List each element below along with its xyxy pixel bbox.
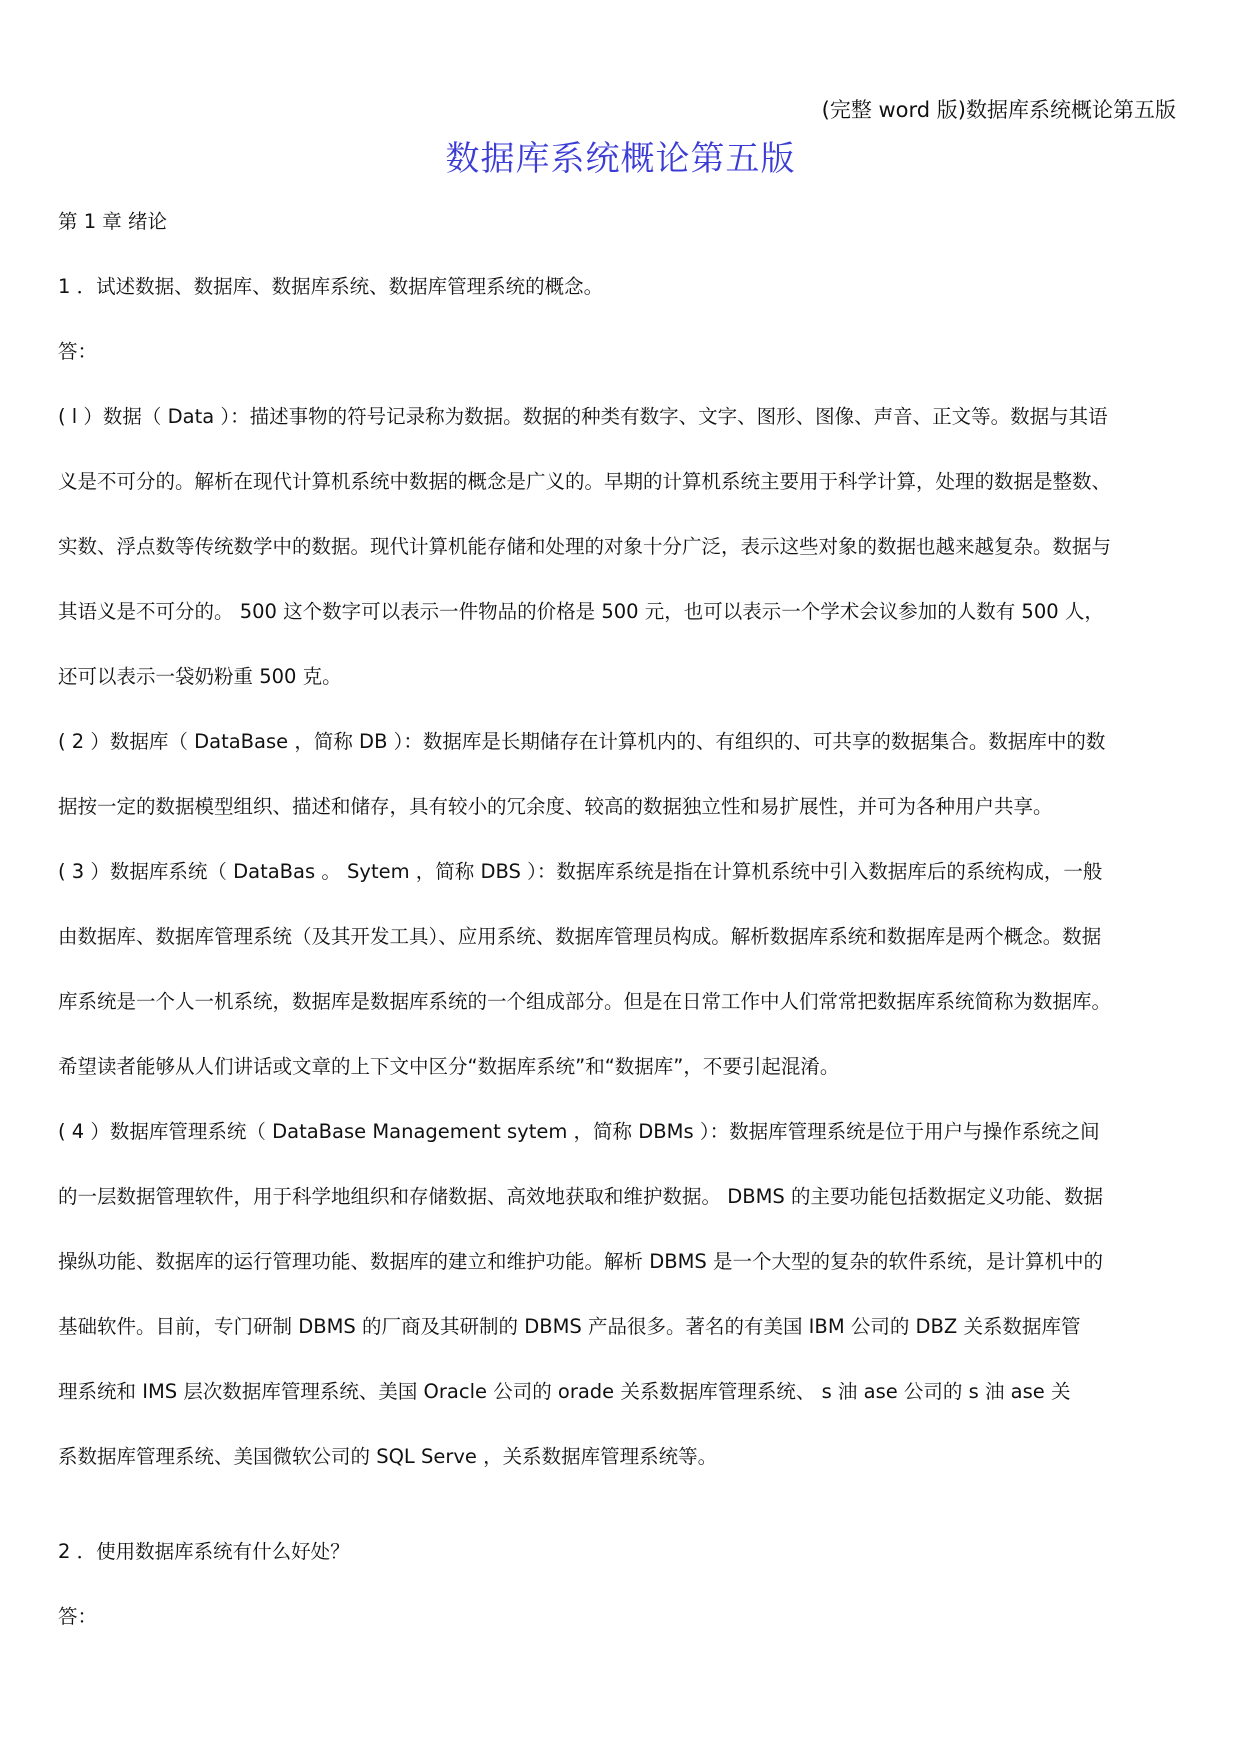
paragraph-line: 实数、浮点数等传统数学中的数据。现代计算机能存储和处理的对象十分广泛，表示这些对象的数据也越来越复杂。数据与 bbox=[58, 535, 1112, 558]
paragraph-line: 还可以表示一袋奶粉重 500 克。 bbox=[58, 665, 342, 688]
paragraph-line: 的一层数据管理软件，用于科学地组织和存储数据、高效地获取和维护数据。 DBMS 的主要功能包括数据定义功能、数据 bbox=[58, 1185, 1103, 1208]
paragraph-line: ( 2 ）数据库（ DataBase ，简称 DB ）：数据库是长期储存在计算机内的、有组织的、可共享的数据集合。数据库中的数 bbox=[58, 730, 1106, 753]
paragraph-line: ( l ）数据（ Data ）：描述事物的符号记录称为数据。数据的种类有数字、文字、图形、图像、声音、正文等。数据与其语 bbox=[58, 405, 1108, 428]
question-2: 2 ．使用数据库系统有什么好处？ bbox=[58, 1540, 350, 1563]
paragraph-line: 义是不可分的。解析在现代计算机系统中数据的概念是广义的。早期的计算机系统主要用于科学计算，处理的数据是整数、 bbox=[58, 470, 1112, 493]
paragraph-line: 理系统和 IMS 层次数据库管理系统、美国 Oracle 公司的 orade 关系数据库管理系统、 s 油 ase 公司的 s 油 ase 关 bbox=[58, 1380, 1071, 1403]
paragraph-line: 由数据库、数据库管理系统（及其开发工具）、应用系统、数据库管理员构成。解析数据库系统和数据库是两个概念。数据 bbox=[58, 925, 1102, 948]
paragraph-database-system bbox=[58, 857, 1183, 1081]
document-title: 数据库系统概论第五版 bbox=[445, 139, 796, 179]
paragraph-database bbox=[58, 727, 1183, 821]
chapter-heading: 第 1 章 绪论 bbox=[58, 210, 168, 233]
paragraph-line: ( 3 ）数据库系统（ DataBas 。 Sytem ，简称 DBS ）：数据库系统是指在计算机系统中引入数据库后的系统构成，一般 bbox=[58, 860, 1103, 883]
paragraph-line: 据按一定的数据模型组织、描述和储存，具有较小的冗余度、较高的数据独立性和易扩展性，并可为各种用户共享。 bbox=[58, 795, 1053, 818]
paragraph-line: 基础软件。目前，专门研制 DBMS 的厂商及其研制的 DBMS 产品很多。著名的有美国 IBM 公司的 DBZ 关系数据库管 bbox=[58, 1315, 1081, 1338]
paragraph-line: 操纵功能、数据库的运行管理功能、数据库的建立和维护功能。解析 DBMS 是一个大型的复杂的软件系统，是计算机中的 bbox=[58, 1250, 1103, 1273]
paragraph-line: 系数据库管理系统、美国微软公司的 SQL Serve ，关系数据库管理系统等。 bbox=[58, 1445, 718, 1468]
document-body bbox=[58, 207, 1183, 1631]
answer-label-2: 答： bbox=[58, 1605, 98, 1628]
paragraph-data bbox=[58, 402, 1183, 691]
running-header: (完整 word 版)数据库系统概论第五版 bbox=[821, 98, 1176, 122]
paragraph-line: 希望读者能够从人们讲话或文章的上下文中区分“数据库系统”和“数据库”，不要引起混淆。 bbox=[58, 1055, 840, 1078]
paragraph-line: 库系统是一个人一机系统，数据库是数据库系统的一个组成部分。但是在日常工作中人们常常把数据库系统简称为数据库。 bbox=[58, 990, 1112, 1013]
answer-label-1: 答： bbox=[58, 340, 98, 363]
paragraph-line: ( 4 ）数据库管理系统（ DataBase Management sytem ，简称 DBMs ）：数据库管理系统是位于用户与操作系统之间 bbox=[58, 1120, 1100, 1143]
paragraph-dbms bbox=[58, 1117, 1183, 1471]
question-1: 1 ．试述数据、数据库、数据库系统、数据库管理系统的概念。 bbox=[58, 275, 604, 298]
paragraph-line: 其语义是不可分的。 500 这个数字可以表示一件物品的价格是 500 元，也可以表示一个学术会议参加的人数有 500 人， bbox=[58, 600, 1104, 623]
